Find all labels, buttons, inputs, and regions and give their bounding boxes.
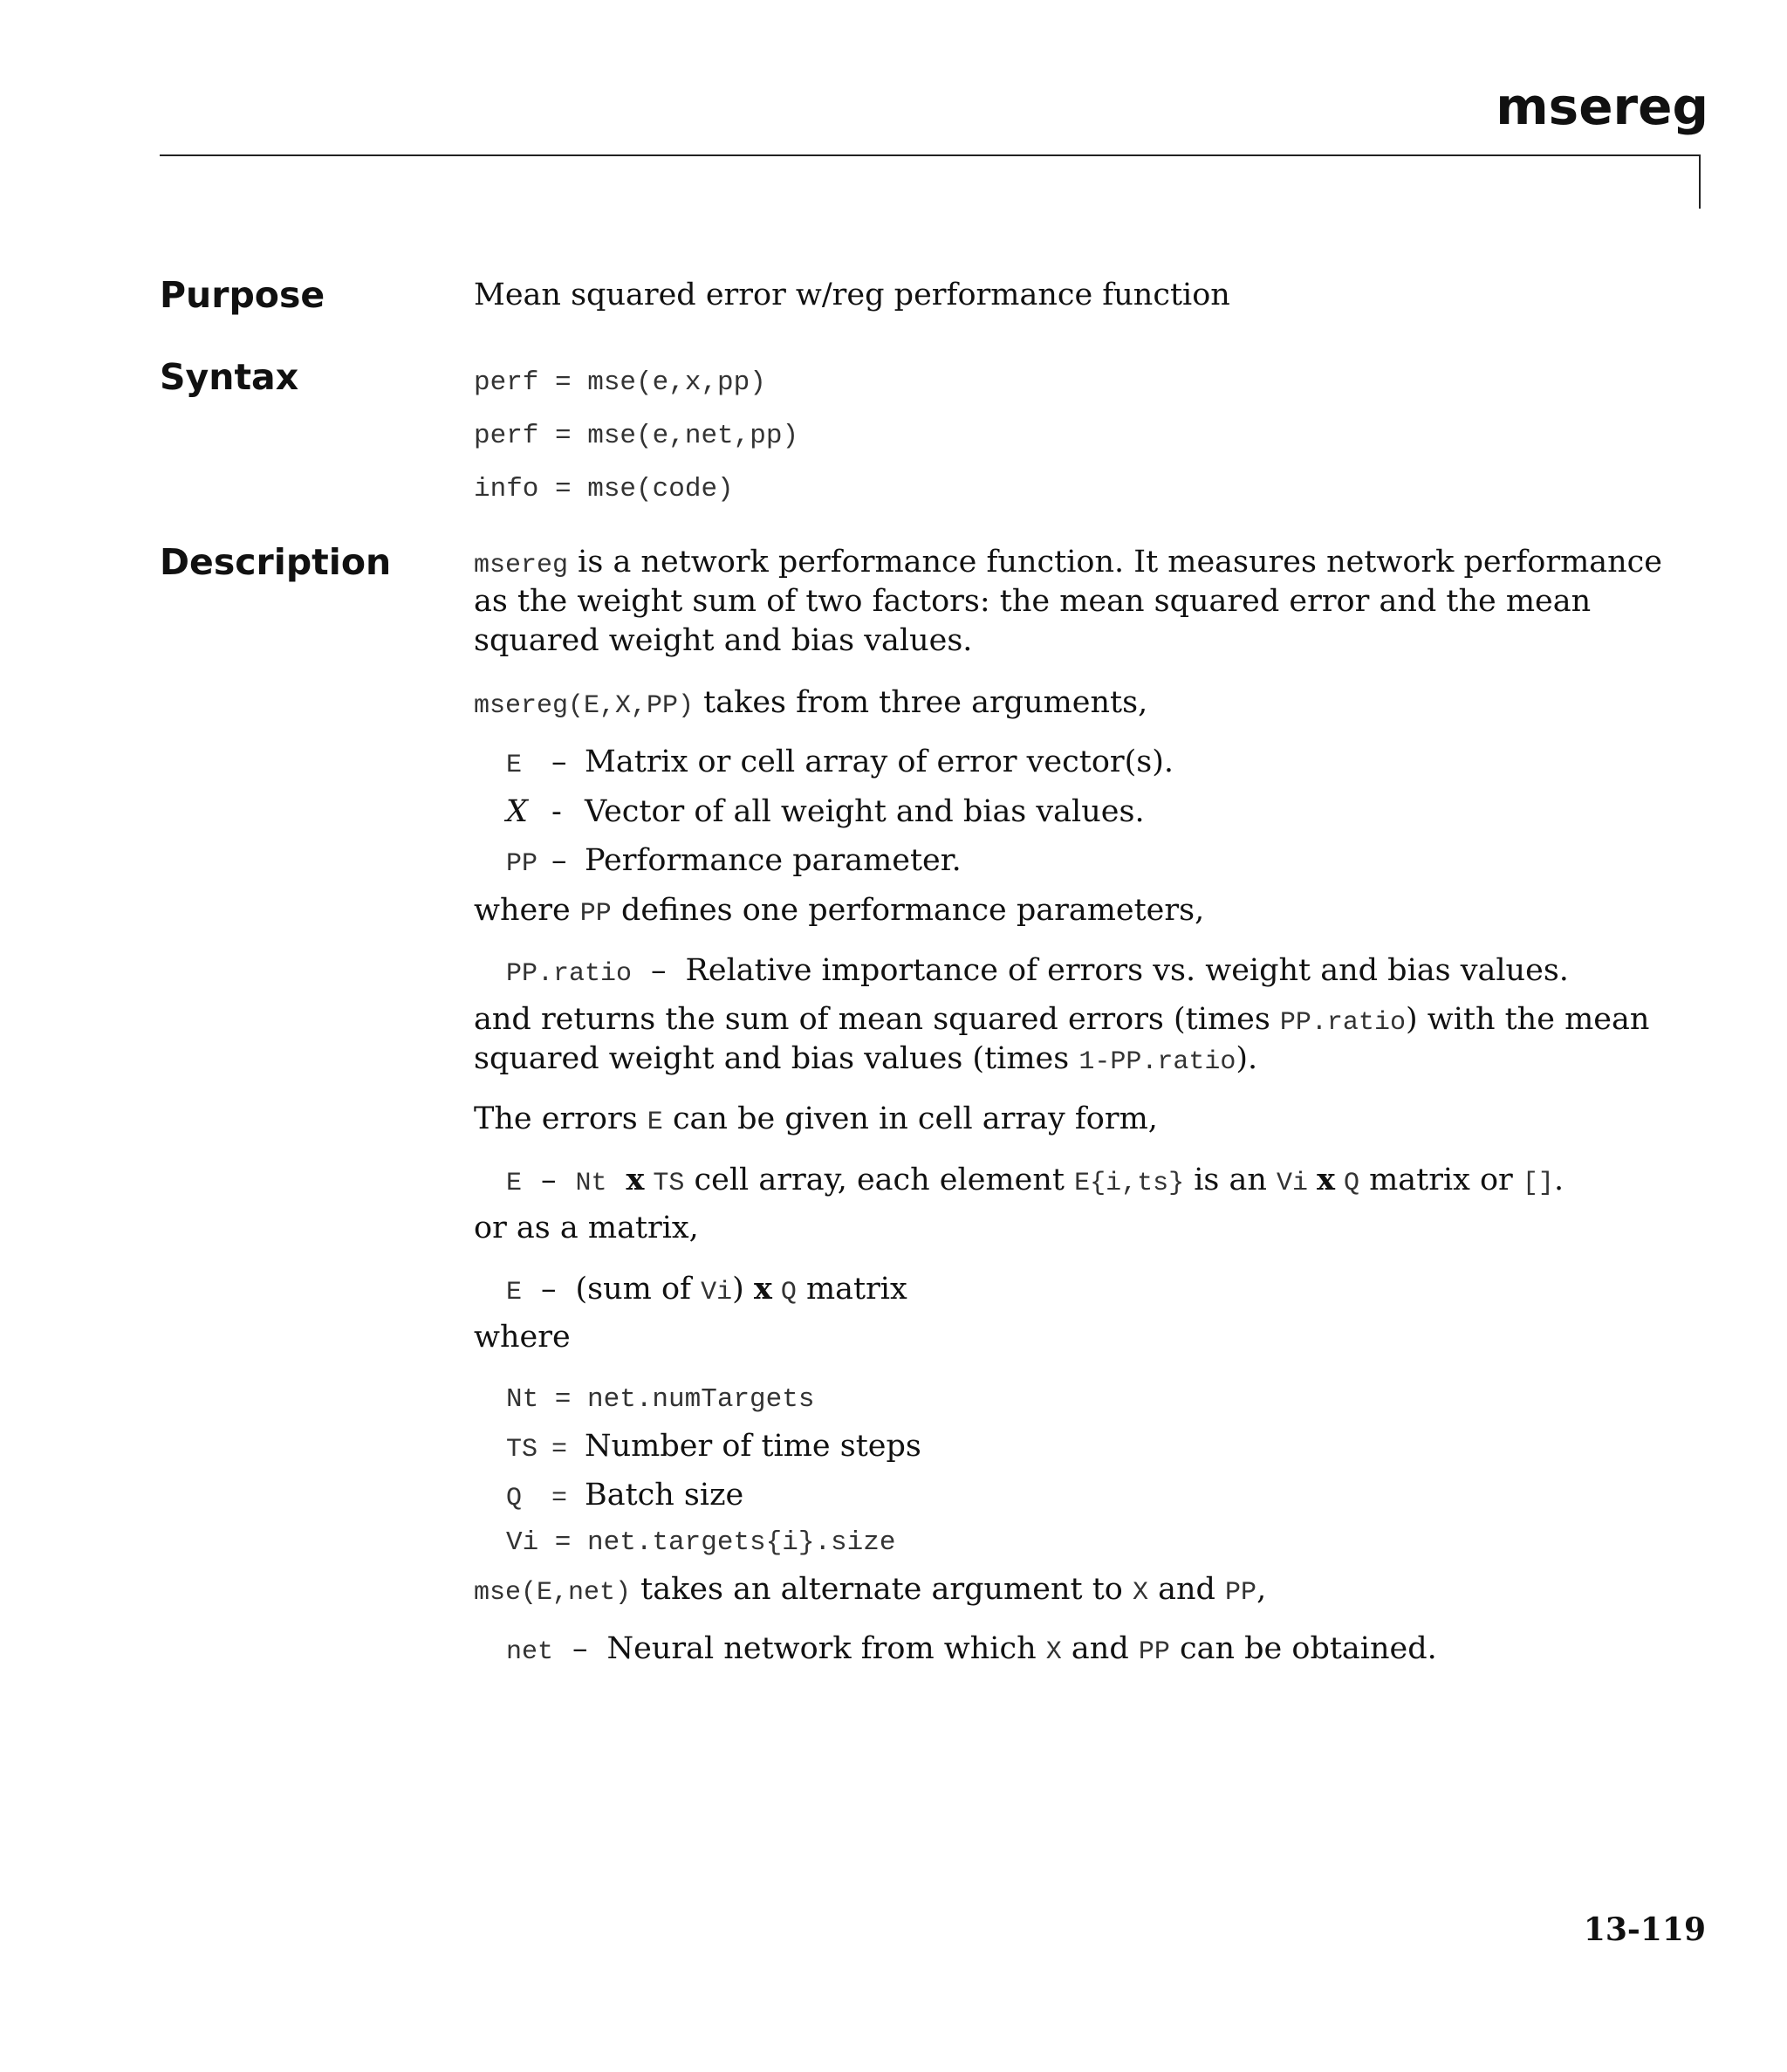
arg-pp: PP – Performance parameter. (506, 843, 962, 879)
header-rule (160, 154, 1701, 156)
page-title: msereg (1496, 77, 1708, 136)
page-number: 13-119 (1583, 1911, 1706, 1948)
header-rule-corner (1699, 154, 1701, 209)
description-intro-line-3: squared weight and bias values. (474, 623, 973, 658)
returns-line-1: and returns the sum of mean squared errors (times PP.ratio) with the mean (474, 1002, 1650, 1038)
alt-call-line: mse(E,net) takes an alternate argument to X and PP, (474, 1572, 1267, 1608)
def-nt: Nt = net.numTargets (506, 1384, 815, 1415)
arg-x: X - Vector of all weight and bias values. (506, 794, 1145, 829)
def-q: Q = Batch size (506, 1478, 744, 1513)
syntax-label: Syntax (160, 356, 299, 398)
def-ts: TS = Number of time steps (506, 1429, 921, 1465)
syntax-line-2: perf = mse(e,net,pp) (474, 421, 799, 451)
matrix-line: E – (sum of Vi) x Q matrix (506, 1271, 907, 1307)
call-signature-line: msereg(E,X,PP) takes from three arguments, (474, 685, 1148, 721)
matrix-intro: or as a matrix, (474, 1211, 699, 1245)
description-intro-line-1: msereg is a network performance function. It measures network performance (474, 545, 1662, 580)
arg-e: E – Matrix or cell array of error vector(s). (506, 744, 1174, 780)
syntax-line-1: perf = mse(e,x,pp) (474, 367, 766, 398)
net-arg-line: net – Neural network from which X and PP can be obtained. (506, 1631, 1437, 1667)
returns-line-2: squared weight and bias values (times 1-PP.ratio). (474, 1041, 1258, 1077)
syntax-line-3: info = mse(code) (474, 474, 734, 504)
def-vi: Vi = net.targets{i}.size (506, 1527, 896, 1558)
purpose-label: Purpose (160, 274, 325, 316)
cell-array-line: E – Nt x TS cell array, each element E{i,ts} is an Vi x Q matrix or []. (506, 1162, 1564, 1198)
code-call: msereg(E,X,PP) (474, 691, 695, 721)
errors-line: The errors E can be given in cell array form, (474, 1101, 1158, 1137)
code-msereg: msereg (474, 551, 569, 580)
description-label: Description (160, 541, 392, 583)
where-pp-line: where PP defines one performance parameters, (474, 893, 1205, 929)
where-line: where (474, 1320, 571, 1355)
pp-ratio-line: PP.ratio – Relative importance of errors vs. weight and bias values. (506, 953, 1569, 989)
purpose-text: Mean squared error w/reg performance function (474, 278, 1230, 312)
description-intro-line-2: as the weight sum of two factors: the mean squared error and the mean (474, 584, 1592, 619)
